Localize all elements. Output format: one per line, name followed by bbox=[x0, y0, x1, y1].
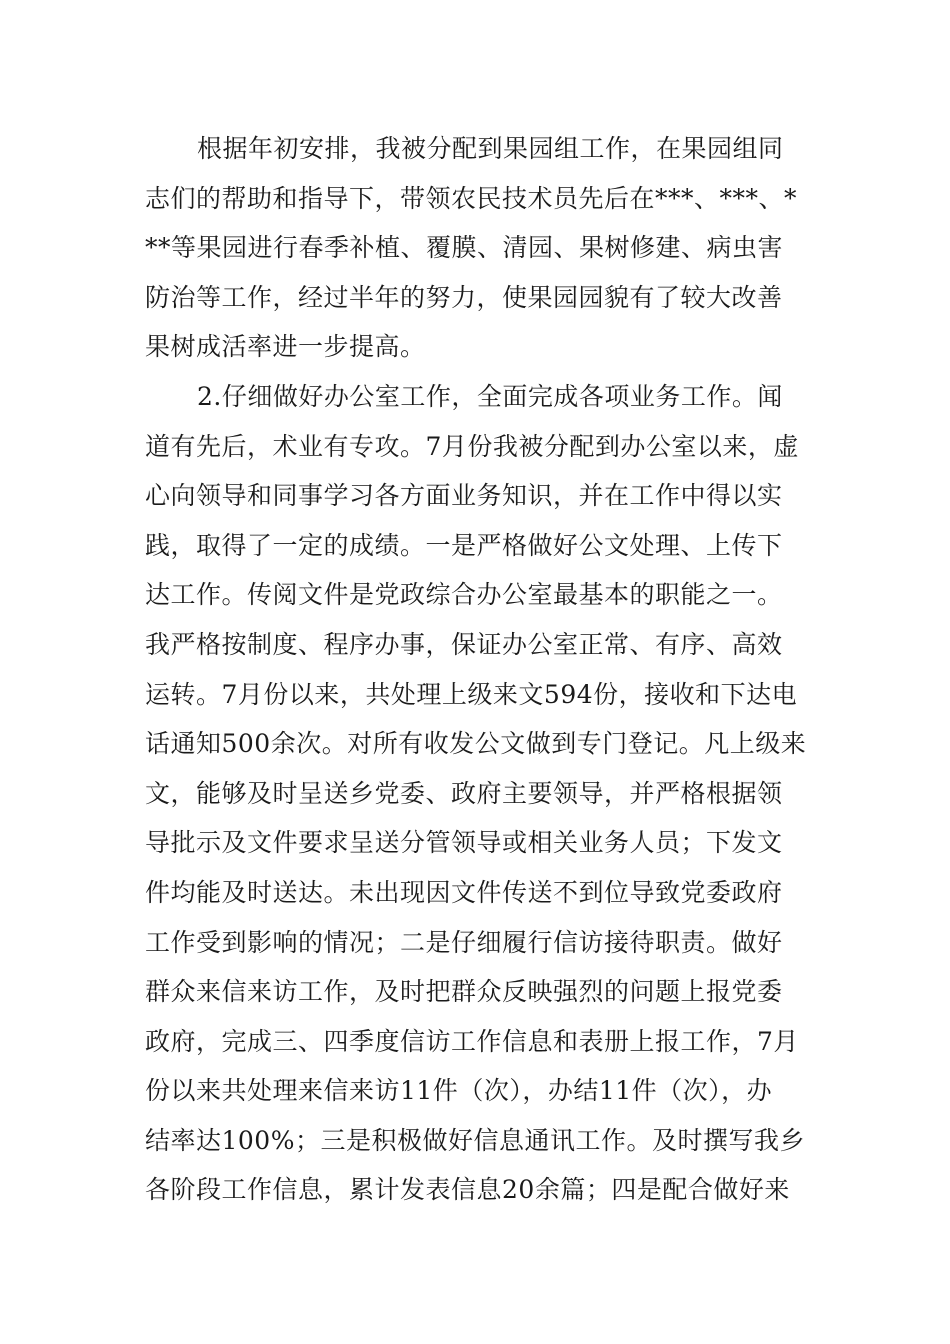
text-line: 话通知500余次。对所有收发公文做到专门登记。凡上级来 bbox=[145, 729, 807, 759]
text-line: 心向领导和同事学习各方面业务知识，并在工作中得以实 bbox=[145, 481, 783, 511]
text-line: 践，取得了一定的成绩。一是严格做好公文处理、上传下 bbox=[145, 530, 783, 560]
text-line: 文，能够及时呈送乡党委、政府主要领导，并严格根据领 bbox=[145, 778, 783, 808]
text-line: 根据年初安排，我被分配到果园组工作，在果园组同 bbox=[197, 134, 784, 163]
text-line: 运转。7月份以来，共处理上级来文594份，接收和下达电 bbox=[145, 679, 798, 709]
text-line: 工作受到影响的情况；二是仔细履行信访接待职责。做好 bbox=[145, 927, 783, 957]
text-line: 件均能及时送达。未出现因文件传送不到位导致党委政府 bbox=[145, 877, 783, 907]
text-line: 我严格按制度、程序办事，保证办公室正常、有序、高效 bbox=[145, 629, 783, 659]
text-line: 道有先后，术业有专攻。7月份我被分配到办公室以来，虚 bbox=[145, 431, 799, 461]
paragraph-1 bbox=[145, 124, 810, 372]
text-line: 群众来信来访工作，及时把群众反映强烈的问题上报党委 bbox=[145, 977, 783, 1007]
text-line: 防治等工作，经过半年的努力，使果园园貌有了较大改善 bbox=[145, 282, 783, 312]
text-line: **等果园进行春季补植、覆膜、清园、果树修建、病虫害 bbox=[145, 233, 784, 263]
document-body bbox=[145, 124, 810, 1215]
text-line: 达工作。传阅文件是党政综合办公室最基本的职能之一。 bbox=[145, 580, 783, 610]
text-line: 各阶段工作信息，累计发表信息20余篇；四是配合做好来 bbox=[145, 1175, 790, 1205]
paragraph-2 bbox=[145, 372, 810, 1215]
text-line: 2.仔细做好办公室工作，全面完成各项业务工作。闻 bbox=[197, 381, 783, 411]
text-line: 志们的帮助和指导下，带领农民技术员先后在***、***、* bbox=[145, 183, 798, 213]
text-line: 份以来共处理来信来访11件（次），办结11件（次），办 bbox=[145, 1076, 773, 1106]
text-line: 导批示及文件要求呈送分管领导或相关业务人员；下发文 bbox=[145, 828, 783, 858]
text-line: 政府，完成三、四季度信访工作信息和表册上报工作，7月 bbox=[145, 1026, 799, 1056]
text-line: 结率达100%；三是积极做好信息通讯工作。及时撰写我乡 bbox=[145, 1125, 805, 1155]
text-line: 果树成活率进一步提高。 bbox=[145, 332, 426, 362]
